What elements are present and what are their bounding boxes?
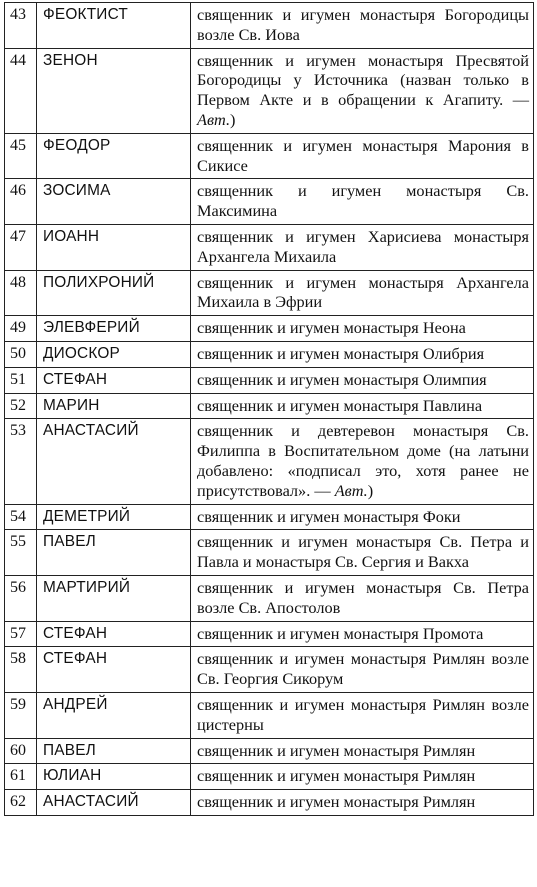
description-text: священник и игумен монастыря Пресвятой Богородицы у Источника (назван только в Первом Акте и в обращении к Агапиту. — xyxy=(197,50,529,110)
signatory-name: ФЕОДОР xyxy=(37,133,191,179)
row-number: 59 xyxy=(5,692,37,738)
signatory-description xyxy=(191,48,534,133)
signatory-name: ФЕОКТИСТ xyxy=(37,3,191,49)
description-text: священник и игумен монастыря Марония в Сикисе xyxy=(197,135,529,175)
signatory-name: ЮЛИАН xyxy=(37,764,191,790)
table-row xyxy=(5,621,534,647)
signatory-name: ЭЛЕВФЕРИЙ xyxy=(37,316,191,342)
description-text: священник и игумен монастыря Фоки xyxy=(197,506,461,526)
signatory-name: ПАВЕЛ xyxy=(37,738,191,764)
table-row xyxy=(5,764,534,790)
table-row xyxy=(5,692,534,738)
signatory-description xyxy=(191,367,534,393)
signatory-description xyxy=(191,3,534,49)
signatory-description xyxy=(191,224,534,270)
description-text: священник и игумен монастыря Св. Петра и Павла и монастыря Св. Сергия и Вакха xyxy=(197,532,529,572)
signatory-description xyxy=(191,179,534,225)
description-text: священник и игумен монастыря Промота xyxy=(197,623,484,643)
description-text: священник и игумен монастыря Богородицы возле Св. Иова xyxy=(197,5,529,44)
description-text: священник и игумен монастыря Римлян xyxy=(197,792,476,812)
signatory-description xyxy=(191,316,534,342)
description-text: священник и игумен монастыря Св. Петра возле Св. Апостолов xyxy=(197,577,529,617)
description-text: священник и игумен монастыря Римлян возле Св. Георгия Сикорум xyxy=(197,649,529,689)
signatory-name: МАРИН xyxy=(37,393,191,419)
table-row xyxy=(5,48,534,133)
row-number: 51 xyxy=(5,367,37,393)
signatory-name: СТЕФАН xyxy=(37,647,191,693)
row-number: 55 xyxy=(5,530,37,576)
row-number: 57 xyxy=(5,621,37,647)
description-text: священник и игумен монастыря Олибрия xyxy=(197,343,485,363)
row-number: 45 xyxy=(5,133,37,179)
signatory-description xyxy=(191,621,534,647)
table-row xyxy=(5,316,534,342)
signatory-name: ЗЕНОН xyxy=(37,48,191,133)
row-number: 58 xyxy=(5,647,37,693)
row-number: 52 xyxy=(5,393,37,419)
row-number: 46 xyxy=(5,179,37,225)
description-text: священник и девтеревон монастыря Св. Филиппа в Воспитательном доме (на латыни добавлено: «подписал это, хотя ранее не присутствовал». — xyxy=(197,421,529,500)
table-row xyxy=(5,419,534,504)
table-row xyxy=(5,133,534,179)
table-row xyxy=(5,367,534,393)
author-note: Авт. xyxy=(197,109,231,129)
description-text: священник и игумен монастыря Римлян возле цистерны xyxy=(197,694,529,734)
table-row xyxy=(5,341,534,367)
table-row xyxy=(5,790,534,816)
signatory-name: ИОАНН xyxy=(37,224,191,270)
row-number: 50 xyxy=(5,341,37,367)
row-number: 62 xyxy=(5,790,37,816)
row-number: 53 xyxy=(5,419,37,504)
description-text: священник и игумен монастыря Римлян xyxy=(197,766,476,786)
table-row xyxy=(5,530,534,576)
signatory-name: ПОЛИХРОНИЙ xyxy=(37,270,191,316)
description-text: священник и игумен Харисиева монастыря Архангела Михаила xyxy=(197,226,529,266)
signatory-name: ДЕМЕТРИЙ xyxy=(37,504,191,530)
description-text: священник и игумен монастыря Римлян xyxy=(197,740,476,760)
signatory-description xyxy=(191,133,534,179)
table-row xyxy=(5,393,534,419)
row-number: 61 xyxy=(5,764,37,790)
signatory-description xyxy=(191,575,534,621)
signatory-name: ДИОСКОР xyxy=(37,341,191,367)
closing-paren: ) xyxy=(230,109,236,129)
row-number: 44 xyxy=(5,48,37,133)
signatory-description xyxy=(191,692,534,738)
table-row xyxy=(5,3,534,49)
signatory-name: АНАСТАСИЙ xyxy=(37,790,191,816)
signatory-description xyxy=(191,419,534,504)
signatory-description xyxy=(191,647,534,693)
table-row xyxy=(5,738,534,764)
signatory-name: МАРТИРИЙ xyxy=(37,575,191,621)
row-number: 49 xyxy=(5,316,37,342)
signatory-name: АНДРЕЙ xyxy=(37,692,191,738)
description-text: священник и игумен монастыря Неона xyxy=(197,318,466,338)
signatories-table xyxy=(4,2,534,816)
description-text: священник и игумен монастыря Павлина xyxy=(197,395,483,415)
signatory-name: ЗОСИМА xyxy=(37,179,191,225)
signatory-name: ПАВЕЛ xyxy=(37,530,191,576)
table-row xyxy=(5,179,534,225)
signatory-name: СТЕФАН xyxy=(37,367,191,393)
signatory-name: СТЕФАН xyxy=(37,621,191,647)
table-row xyxy=(5,270,534,316)
author-note: Авт. xyxy=(334,480,368,500)
signatory-description xyxy=(191,790,534,816)
table-row xyxy=(5,504,534,530)
signatory-description xyxy=(191,270,534,316)
signatory-description xyxy=(191,393,534,419)
signatory-description xyxy=(191,504,534,530)
row-number: 47 xyxy=(5,224,37,270)
row-number: 48 xyxy=(5,270,37,316)
description-text: священник и игумен монастыря Св. Максимина xyxy=(197,181,529,221)
table-row xyxy=(5,575,534,621)
signatory-name: АНАСТАСИЙ xyxy=(37,419,191,504)
signatory-description xyxy=(191,530,534,576)
signatory-description xyxy=(191,341,534,367)
signatory-description xyxy=(191,738,534,764)
row-number: 60 xyxy=(5,738,37,764)
row-number: 56 xyxy=(5,575,37,621)
row-number: 43 xyxy=(5,3,37,49)
signatory-description xyxy=(191,764,534,790)
closing-paren: ) xyxy=(367,480,374,500)
table-body xyxy=(5,3,534,816)
table-row xyxy=(5,224,534,270)
description-text: священник и игумен монастыря Архангела Михаила в Эфрии xyxy=(197,272,529,312)
row-number: 54 xyxy=(5,504,37,530)
table-row xyxy=(5,647,534,693)
description-text: священник и игумен монастыря Олимпия xyxy=(197,369,487,389)
